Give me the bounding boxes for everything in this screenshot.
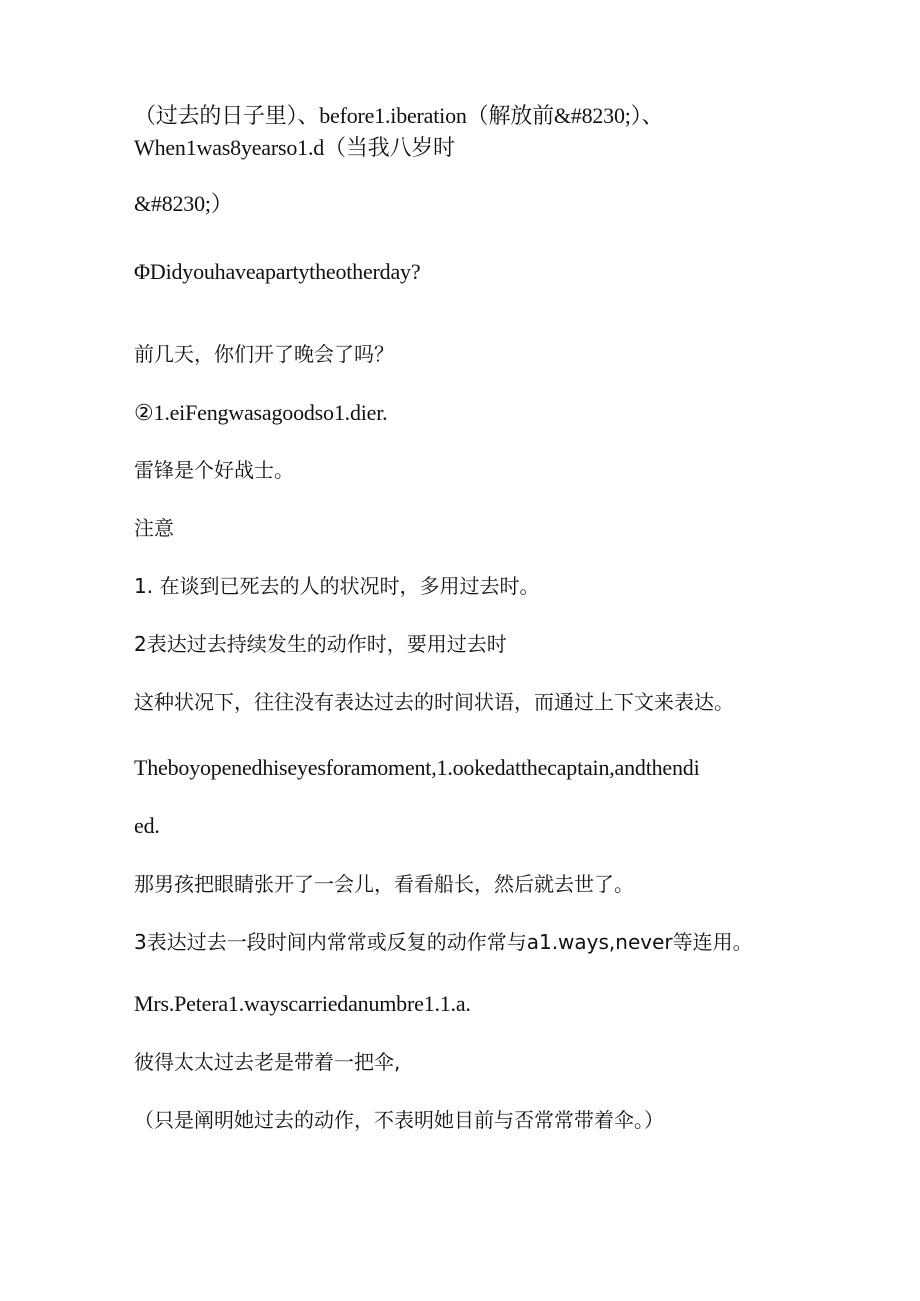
text-line-7: 雷锋是个好战士。 — [134, 458, 294, 482]
text-line-10: 2表达过去持续发生的动作时，要用过去时 — [134, 632, 507, 656]
text-line-5: 前几天，你们开了晚会了吗？ — [134, 342, 394, 366]
heading-note: 注意 — [134, 516, 174, 540]
text-line-17: 彼得太太过去老是带着一把伞, — [134, 1050, 401, 1074]
text-line-2: When1was8yearso1.d（当我八岁时 — [134, 135, 455, 160]
text-line-3: &#8230;） — [134, 191, 233, 216]
text-line-16: Mrs.Petera1.wayscarriedanumbre1.1.a. — [134, 991, 471, 1016]
text-line-18: （只是阐明她过去的动作，不表明她目前与否常常带着伞。） — [134, 1108, 664, 1132]
text-line-15: 3表达过去一段时间内常常或反复的动作常与a1.ways,never等连用。 — [134, 930, 753, 954]
text-line-13: ed. — [134, 813, 160, 838]
text-line-4: ΦDidyouhaveapartytheotherday? — [134, 259, 421, 284]
text-line-6: ②1.eiFengwasagoodso1.dier. — [134, 400, 388, 425]
text-line-14: 那男孩把眼睛张开了一会儿，看看船长，然后就去世了。 — [134, 872, 634, 896]
text-line-9: 1. 在谈到已死去的人的状况时，多用过去时。 — [134, 574, 540, 598]
text-line-12: Theboyopenedhiseyesforamoment,1.ookedatthecaptain,andthendi — [134, 755, 700, 780]
text-line-11: 这种状况下，往往没有表达过去的时间状语，而通过上下文来表达。 — [134, 690, 734, 714]
text-line-1: （过去的日子里）、before1.iberation（解放前&#8230;）、 — [134, 103, 664, 128]
